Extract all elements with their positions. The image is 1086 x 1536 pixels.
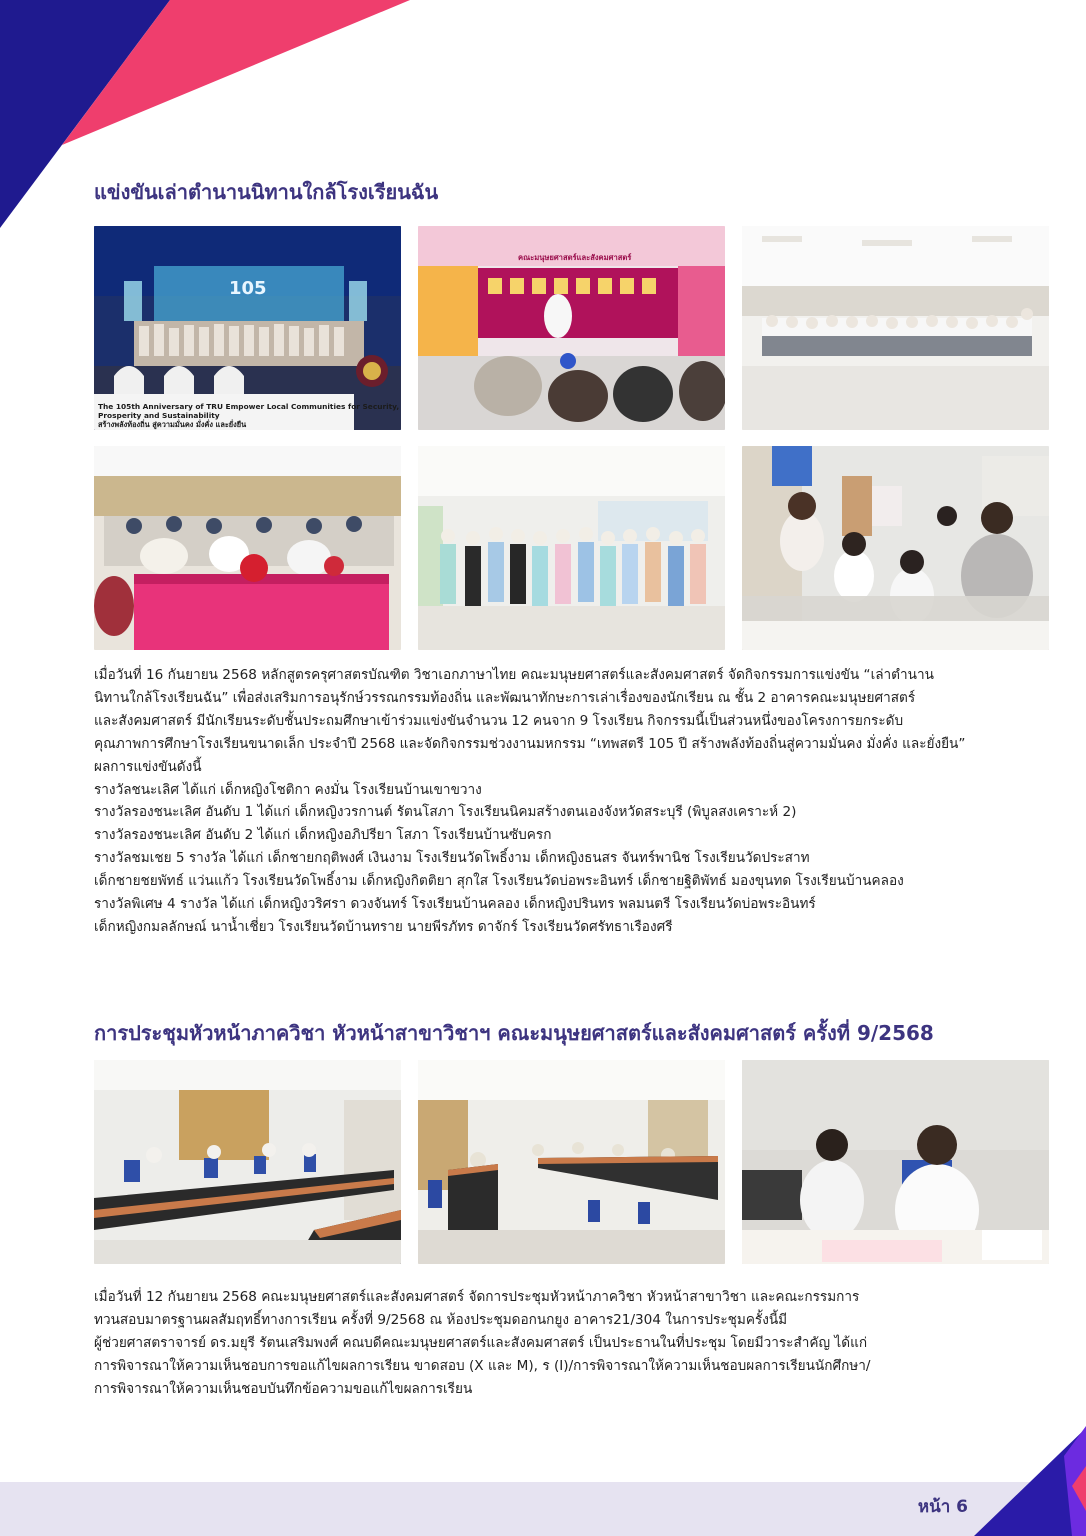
storytelling-photo-grid — [94, 226, 1050, 650]
storytelling-paragraph-line-2: นิทานใกล้โรงเรียนฉัน” เพื่อส่งเสริมการอนุรักษ์วรรณกรรมท้องถิ่น และพัฒนาทักษะการเล่าเรื่องของนักเรียน ณ ชั้น 2 อาคารคณะมนุษยศาสตร์ — [94, 689, 916, 706]
stage-caption-line-3: สร้างพลังท้องถิ่น สู่ความมั่นคง มั่งคั่ง และยั่งยืน — [98, 420, 247, 429]
meeting-paragraph — [94, 1286, 1052, 1401]
meeting-paragraph-line-5: การพิจารณาให้ความเห็นชอบบันทึกข้อความขอแก้ไขผลการเรียน — [94, 1380, 473, 1397]
participants-group-photo — [742, 226, 1049, 430]
result-honorable-mention: รางวัลชมเชย 5 รางวัล ได้แก่ เด็กชายกฤติพงศ์ เงินงาม โรงเรียนวัดโพธิ์งาม เด็กหญิงธนสร จันทร์พานิช โรงเรียนวัดประสาท — [94, 850, 810, 867]
storytelling-paragraph-line-1: เมื่อวันที่ 16 กันยายน 2568 หลักสูตรครุศาสตรบัณฑิต วิชาเอกภาษาไทย คณะมนุษยศาสตร์และสังคมศาสตร์ จัดกิจกรรมการแข่งขัน “เล่าตำนาน — [94, 667, 934, 683]
meeting-paragraph-line-1: เมื่อวันที่ 12 กันยายน 2568 คณะมนุษยศาสตร์และสังคมศาสตร์ จัดการประชุมหัวหน้าภาควิชา หัวหน้าสาขาวิชา และคณะกรรมการ — [94, 1289, 860, 1305]
result-honorable-mention-cont: เด็กชายชยพัทธ์ แว่นแก้ว โรงเรียนวัดโพธิ์งาม เด็กหญิงกิตติยา สุกใส โรงเรียนวัดบ่อพระอินทร์ เด็กชายฐิติพัทธ์ มองขุนทด โรงเรียนบ้านคลอง — [94, 873, 904, 890]
student-storytelling-photo — [418, 226, 725, 430]
stage-badge-105: 105 — [229, 278, 267, 299]
result-winner: รางวัลชนะเลิศ ได้แก่ เด็กหญิงโชติกา คงมั่น โรงเรียนบ้านเขาขวาง — [94, 781, 482, 798]
result-runner-up-1: รางวัลรองชนะเลิศ อันดับ 1 ได้แก่ เด็กหญิงวรกานต์ รัตนโสภา โรงเรียนนิคมสร้างตนเองจังหวัดสระบุรี (พิบูลสงเคราะห์ 2) — [94, 804, 797, 821]
section-title-storytelling: แข่งขันเล่าตำนานนิทานใกล้โรงเรียนฉัน — [94, 180, 439, 204]
meeting-paragraph-line-2: ทวนสอบมาตรฐานผลสัมฤทธิ์ทางการเรียน ครั้งที่ 9/2568 ณ ห้องประชุมดอกนกยูง อาคาร21/304 ในการประชุมครั้งนี้มี — [94, 1311, 788, 1328]
storytelling-paragraph — [94, 664, 1052, 939]
storytelling-paragraph-line-3: และสังคมศาสตร์ มีนักเรียนระดับชั้นประถมศึกษาเข้าร่วมแข่งขันจำนวน 12 คนจาก 9 โรงเรียน กิจกรรมนี้เป็นส่วนหนึ่งของโครงการยกระดับ — [94, 712, 904, 729]
stage-caption — [98, 402, 399, 429]
storytelling-paragraph-line-4: คุณภาพการศึกษาโรงเรียนขนาดเล็ก ประจำปี 2568 และจัดกิจกรรมช่วงงานมหกรรม “เทพสตรี 105 ปี สร้างพลังท้องถิ่นสู่ความมั่นคง มั่งคั่ง และยั่งยืน” — [94, 735, 966, 752]
meeting-photo-grid — [94, 1060, 1050, 1264]
meeting-room-left-photo — [94, 1060, 401, 1264]
meeting-paragraph-line-3: ผู้ช่วยศาสตราจารย์ ดร.มยุรี รัตนเสริมพงศ์ คณบดีคณะมนุษยศาสตร์และสังคมศาสตร์ เป็นประธานในที่ประชุม โดยมีวาระสำคัญ ได้แก่ — [94, 1334, 868, 1351]
faculty-banner-text: คณะมนุษยศาสตร์และสังคมศาสตร์ — [518, 253, 632, 262]
heart-gesture-group-photo — [418, 446, 725, 650]
result-runner-up-2: รางวัลรองชนะเลิศ อันดับ 2 ได้แก่ เด็กหญิงอภิปรียา โสภา โรงเรียนบ้านซับครก — [94, 827, 552, 844]
judges-table-photo — [94, 446, 401, 650]
results-heading: ผลการแข่งขันดังนี้ — [94, 758, 202, 775]
stage-caption-line-1: The 105th Anniversary of TRU Empower Local Communities for Security, — [98, 402, 400, 411]
section-title-meeting: การประชุมหัวหน้าภาควิชา หัวหน้าสาขาวิชาฯ คณะมนุษยศาสตร์และสังคมศาสตร์ ครั้งที่ 9/2568 — [94, 1021, 934, 1045]
stage-caption-line-2: Prosperity and Sustainability — [98, 411, 220, 420]
stage-group-photo — [94, 226, 401, 430]
meeting-room-wide-photo — [418, 1060, 725, 1264]
result-special-award-cont: เด็กหญิงกมลลักษณ์ นาน้ำเชี่ยว โรงเรียนวัดบ้านทราย นายพีรภัทร ดาจักร์ โรงเรียนวัดศรัทธาเรืองศรี — [94, 918, 673, 935]
meeting-chairs-photo — [742, 1060, 1049, 1264]
students-seated-photo — [742, 446, 1049, 650]
page-number: หน้า 6 — [917, 1497, 968, 1517]
result-special-award: รางวัลพิเศษ 4 รางวัล ได้แก่ เด็กหญิงวริศรา ดวงจันทร์ โรงเรียนบ้านคลอง เด็กหญิงปรินทร พลมนตรี โรงเรียนวัดบ่อพระอินทร์ — [94, 896, 816, 913]
meeting-paragraph-line-4: การพิจารณาให้ความเห็นชอบการขอแก้ไขผลการเรียน ขาดสอบ (X และ M), ร (I)/การพิจารณาให้ความเห็นชอบผลการเรียนนักศึกษา/ — [94, 1357, 871, 1374]
